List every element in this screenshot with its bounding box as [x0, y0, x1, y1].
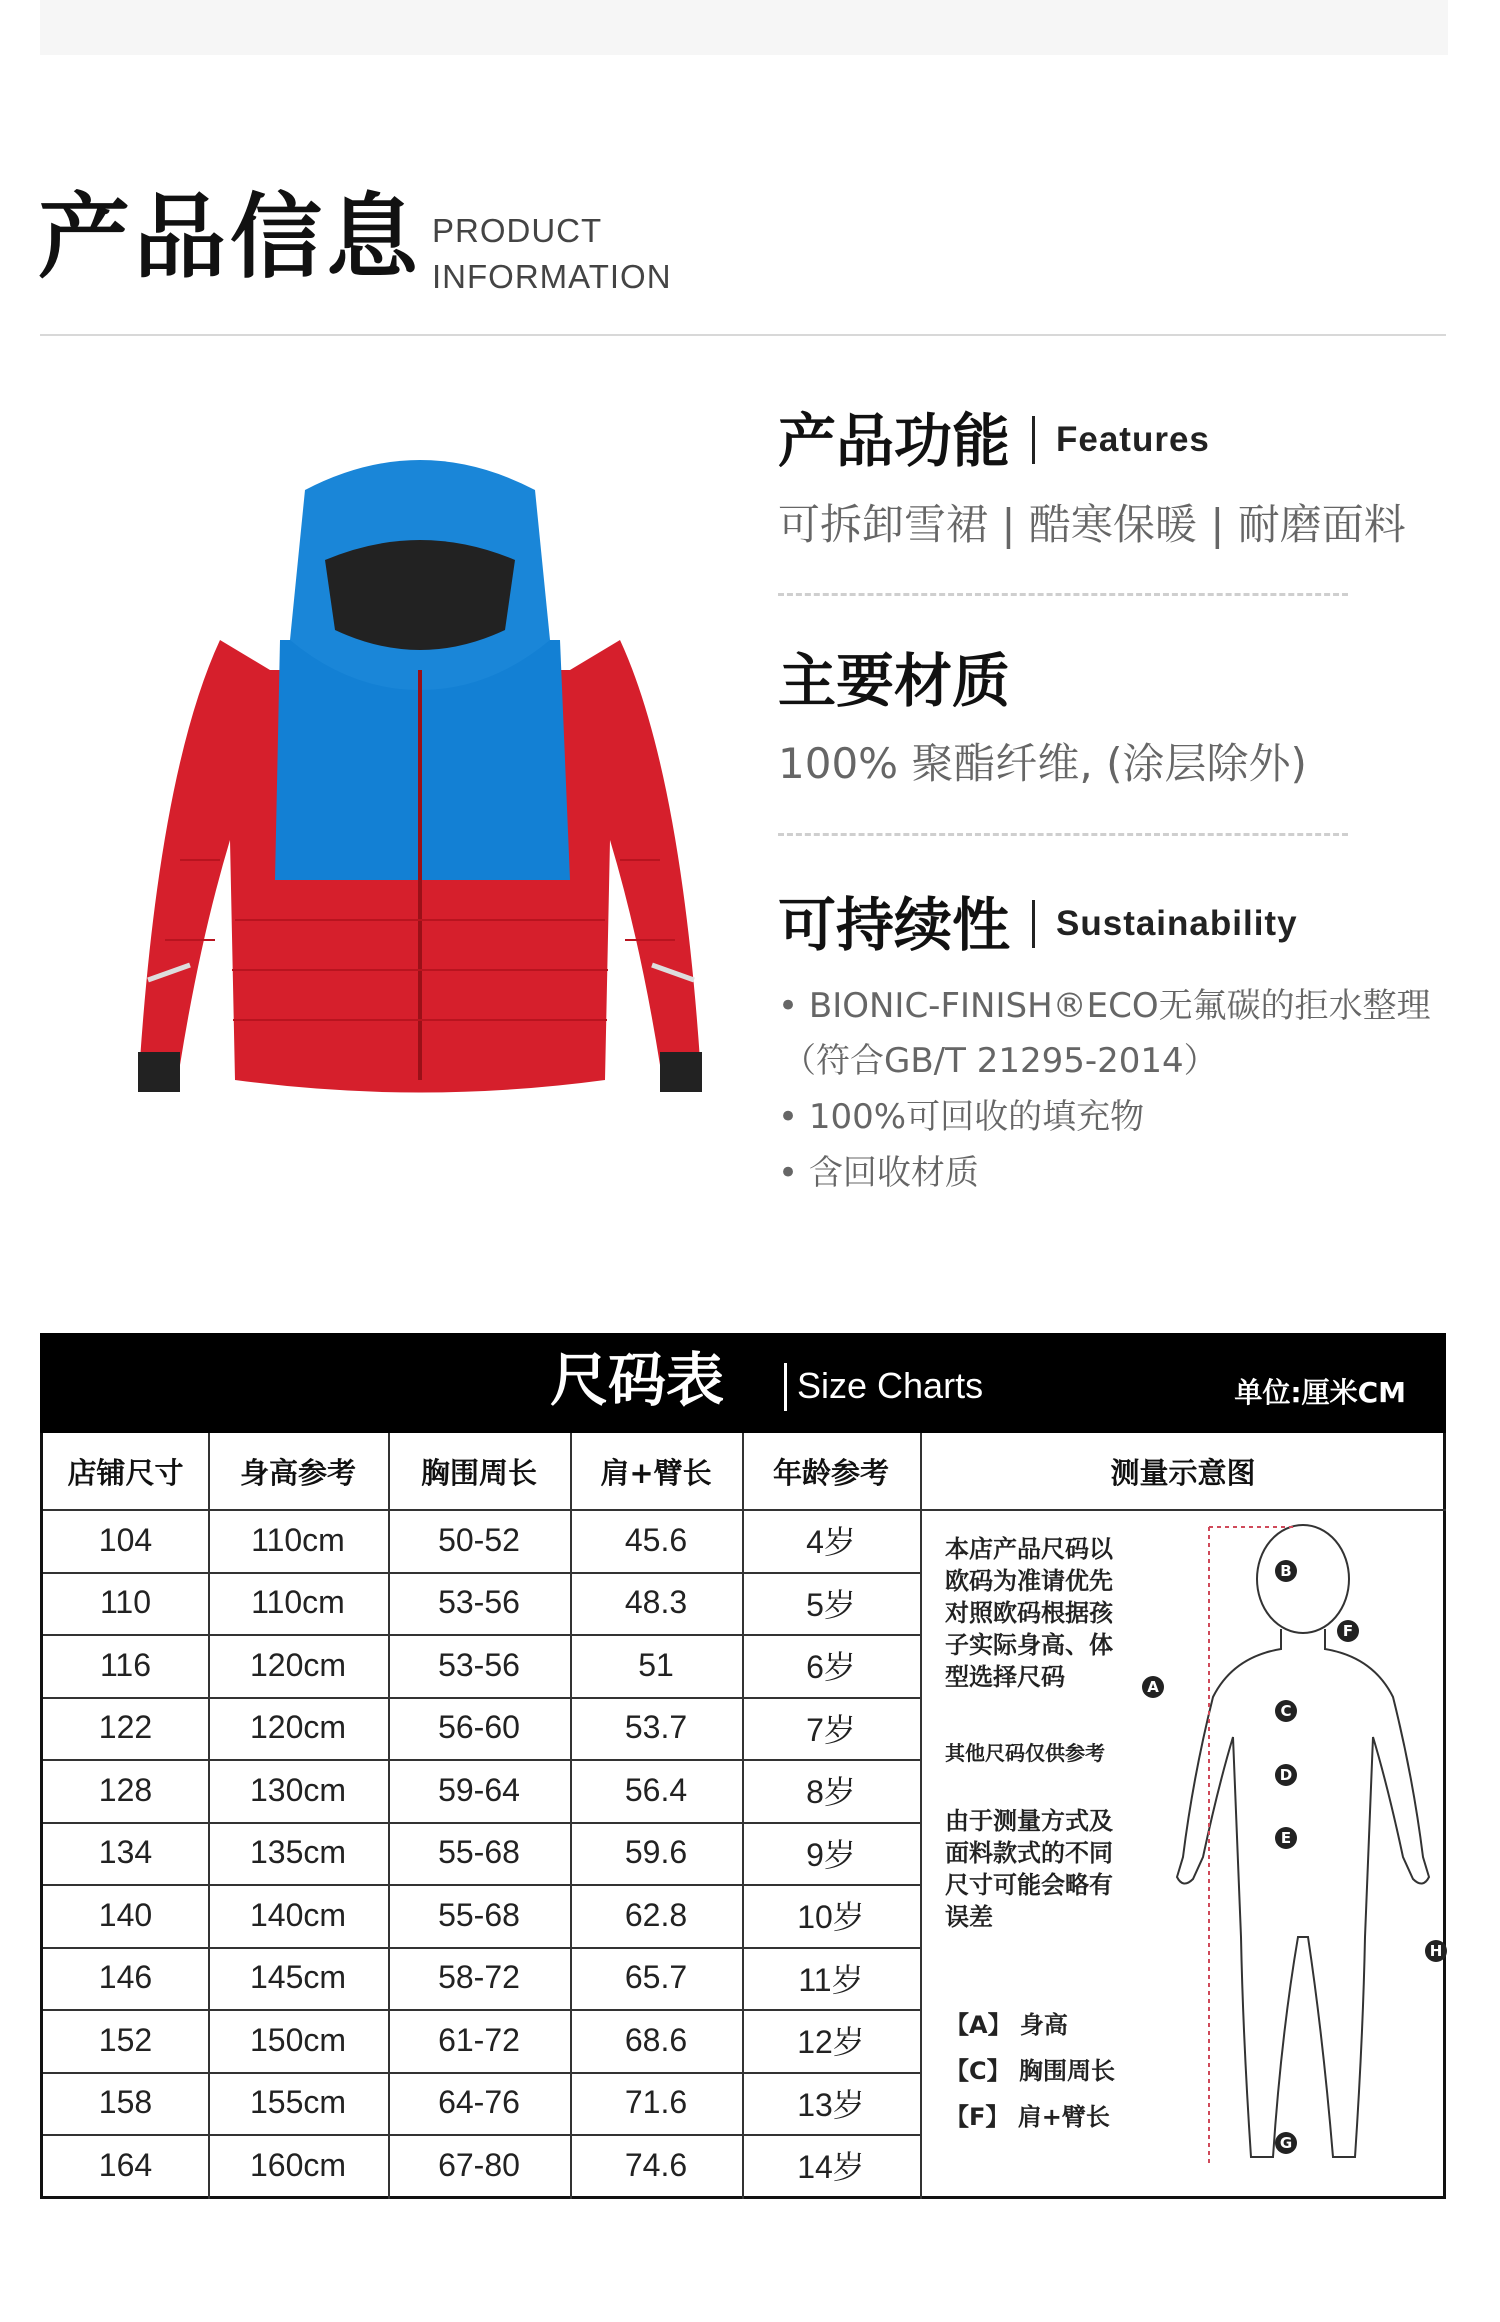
diagram-marker-d: D	[1275, 1764, 1297, 1786]
table-cell: 13岁	[797, 2086, 865, 2123]
table-cell: 158	[98, 2084, 153, 2121]
diagram-marker-a: A	[1142, 1676, 1164, 1698]
diagram-marker-h: H	[1425, 1940, 1447, 1962]
table-cell: 160cm	[249, 2146, 347, 2183]
table-cell: 110	[99, 1584, 151, 1621]
table-cell: 12岁	[797, 2024, 865, 2061]
size-chart-unit: 单位:厘米CM	[1234, 1376, 1406, 1409]
table-cell: 8岁	[806, 1774, 856, 1811]
table-cell: 74.6	[624, 2146, 688, 2183]
column-header: 身高参考	[239, 1455, 356, 1490]
table-cell: 62.8	[624, 1896, 688, 1933]
table-cell: 130cm	[249, 1771, 347, 1808]
table-cell: 45.6	[624, 1521, 688, 1558]
sustainability-title-en: Sustainability	[1056, 904, 1298, 943]
table-cell: 65.7	[624, 1959, 688, 1996]
table-cell: 122	[98, 1709, 153, 1746]
features-title-en: Features	[1056, 420, 1210, 459]
diagram-marker-e: E	[1275, 1827, 1297, 1849]
title-separator	[784, 1363, 787, 1411]
table-cell: 67-80	[438, 2146, 520, 2183]
table-cell: 4岁	[806, 1524, 856, 1561]
title-separator	[1032, 900, 1035, 948]
table-cell: 134	[98, 1834, 153, 1871]
size-table	[40, 1433, 1446, 2199]
legend-shoulder-arm: 【F】 肩+臂长	[945, 2103, 1110, 2131]
measurement-note-other: 其他尺码仅供参考	[945, 1741, 1105, 1765]
table-cell: 6岁	[806, 1649, 856, 1686]
section-title: 产品信息	[38, 184, 423, 291]
table-cell: 64-76	[438, 2084, 520, 2121]
table-cell: 9岁	[806, 1836, 856, 1873]
table-cell: 51	[638, 1646, 674, 1683]
sustainability-bullet: • 100%可回收的填充物	[778, 1097, 1145, 1137]
dashed-divider	[778, 593, 1348, 596]
column-header: 胸围周长	[420, 1455, 537, 1490]
table-cell: 53-56	[438, 1646, 520, 1683]
divider	[40, 334, 1446, 336]
table-cell: 48.3	[624, 1584, 688, 1621]
top-banner-strip	[40, 0, 1448, 55]
body-measurement-diagram	[1163, 1517, 1446, 2192]
table-cell: 10岁	[797, 1899, 865, 1936]
diagram-marker-g: G	[1275, 2132, 1297, 2154]
table-cell: 145cm	[249, 1959, 347, 1996]
sustainability-bullet: • BIONIC-FINISH®ECO无氟碳的拒水整理	[778, 986, 1431, 1026]
table-cell: 55-68	[438, 1834, 520, 1871]
sustainability-bullet: （符合GB/T 21295-2014）	[782, 1041, 1218, 1081]
title-separator	[1032, 416, 1035, 464]
size-chart-header	[40, 1333, 1446, 1433]
table-cell: 110cm	[251, 1584, 345, 1621]
table-cell: 59.6	[624, 1834, 688, 1871]
table-cell: 7岁	[806, 1711, 856, 1748]
table-cell: 56-60	[438, 1709, 520, 1746]
table-cell: 155cm	[249, 2084, 347, 2121]
table-cell: 152	[98, 2021, 153, 2058]
diagram-marker-b: B	[1275, 1560, 1297, 1582]
section-title-en: PRODUCT INFORMATION	[432, 212, 672, 295]
sustainability-title: 可持续性	[778, 891, 1011, 959]
material-title: 主要材质	[778, 647, 1011, 715]
column-header: 店铺尺寸	[67, 1455, 184, 1490]
table-cell: 120cm	[249, 1646, 347, 1683]
table-cell: 61-72	[438, 2021, 520, 2058]
table-cell: 120cm	[249, 1709, 347, 1746]
measurement-note: 本店产品尺码以 欧码为准请优先 对照欧码根据孩 子实际身高、体 型选择尺码	[945, 1535, 1113, 1691]
table-cell: 146	[98, 1959, 153, 1996]
dashed-divider	[778, 833, 1348, 836]
size-chart-title-en: Size Charts	[797, 1365, 984, 1406]
sustainability-bullet: • 含回收材质	[778, 1153, 979, 1193]
table-cell: 59-64	[438, 1771, 520, 1808]
column-header: 肩+臂长	[600, 1455, 712, 1490]
column-header: 年龄参考	[772, 1455, 889, 1490]
features-title: 产品功能	[778, 407, 1011, 475]
features-text: 可拆卸雪裙 | 酷寒保暖 | 耐磨面料	[778, 500, 1406, 549]
table-cell: 55-68	[438, 1896, 520, 1933]
measurement-note-error: 由于测量方式及 面料款式的不同 尺寸可能会略有 误差	[945, 1807, 1113, 1931]
table-cell: 53-56	[438, 1584, 520, 1621]
table-cell: 150cm	[249, 2021, 347, 2058]
table-cell: 14岁	[797, 2149, 865, 2186]
table-cell: 116	[99, 1646, 151, 1683]
table-cell: 50-52	[438, 1521, 520, 1558]
table-cell: 140cm	[249, 1896, 347, 1933]
table-cell: 68.6	[624, 2021, 688, 2058]
table-cell: 110cm	[251, 1521, 345, 1558]
column-header: 测量示意图	[1110, 1455, 1256, 1490]
legend-height: 【A】 身高	[945, 2011, 1068, 2039]
table-cell: 71.6	[624, 2084, 688, 2121]
table-cell: 5岁	[806, 1586, 856, 1623]
jacket-product-image	[120, 440, 720, 1120]
column-divider	[920, 1433, 922, 2199]
legend-chest: 【C】 胸围周长	[945, 2057, 1115, 2085]
material-text: 100% 聚酯纤维, (涂层除外)	[778, 739, 1307, 788]
table-cell: 56.4	[624, 1771, 688, 1808]
table-cell: 58-72	[438, 1959, 520, 1996]
table-cell: 140	[98, 1896, 153, 1933]
diagram-marker-f: F	[1337, 1620, 1359, 1642]
size-chart-title: 尺码表	[550, 1346, 725, 1414]
table-cell: 104	[98, 1521, 153, 1558]
diagram-marker-c: C	[1275, 1700, 1297, 1722]
table-cell: 135cm	[249, 1834, 347, 1871]
table-cell: 164	[98, 2146, 153, 2183]
table-cell: 53.7	[624, 1709, 688, 1746]
table-cell: 11岁	[798, 1961, 864, 1998]
table-cell: 128	[98, 1771, 153, 1808]
